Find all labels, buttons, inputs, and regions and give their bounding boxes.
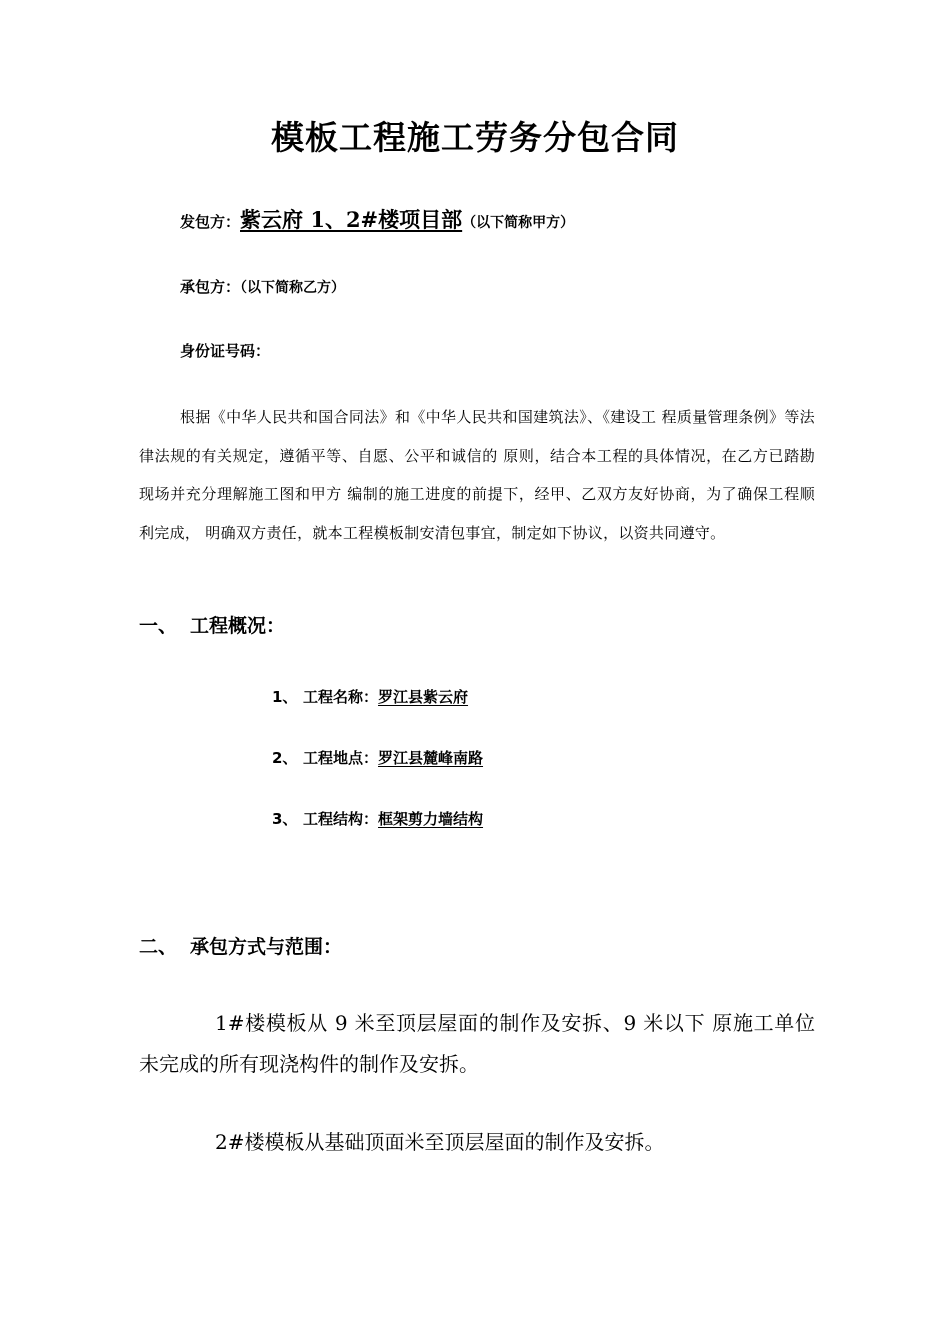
overview-item-structure [272, 808, 483, 829]
item-value: 框架剪力墙结构 [378, 810, 484, 828]
section-title: 工程概况： [190, 615, 286, 637]
scope-paragraph-building-1: 1#楼模板从 9 米至顶层屋面的制作及安拆、9 米以下 原施工单位未完成的所有现浇构件的制作及安拆。 [139, 1011, 815, 1076]
section-number: 一、 [139, 615, 178, 637]
contractor-note: （以下简称乙方） [240, 280, 346, 296]
employer-line [180, 204, 574, 234]
id-number-label: 身份证号码： [180, 342, 271, 360]
employer-note: （以下简称甲方） [462, 215, 575, 231]
employer-label: 发包方： [180, 213, 241, 231]
contractor-line [180, 276, 345, 297]
section-heading-scope [139, 932, 342, 959]
item-label: 工程结构： [303, 810, 379, 828]
employer-name: 紫云府 1、2#楼项目部 [240, 207, 463, 232]
contractor-label: 承包方： [180, 278, 241, 296]
item-label: 工程地点： [303, 749, 379, 767]
overview-item-name [272, 686, 468, 707]
item-number: 1、 [272, 688, 298, 706]
item-label: 工程名称： [303, 688, 379, 706]
item-number: 2、 [272, 749, 298, 767]
scope-paragraph-building-2: 2#楼模板从基础顶面米至顶层屋面的制作及安拆。 [215, 1130, 665, 1154]
section-title: 承包方式与范围： [190, 936, 343, 958]
contract-title: 模板工程施工劳务分包合同 [271, 118, 679, 157]
section-heading-overview [139, 611, 285, 638]
overview-item-location [272, 747, 483, 768]
item-value: 罗江县紫云府 [378, 688, 469, 706]
item-number: 3、 [272, 810, 298, 828]
intro-paragraph: 根据《中华人民共和国合同法》和《中华人民共和国建筑法》、《建设工 程质量管理条例》等法律法规的有关规定，遵循平等、自愿、公平和诚信的 原则，结合本工程的具体情况，在乙方已踏勘现场并充分理解施工图和甲方 编制的施工进度的前提下，经甲、乙双方友好协商，为了确保工程顺利完成， 明确双方责任，就本工程模板制安清包事宜，制定如下协议，以资共同遵守。 [139, 408, 815, 542]
section-number: 二、 [139, 936, 178, 958]
item-value: 罗江县麓峰南路 [378, 749, 484, 767]
id-number-line [180, 340, 270, 361]
